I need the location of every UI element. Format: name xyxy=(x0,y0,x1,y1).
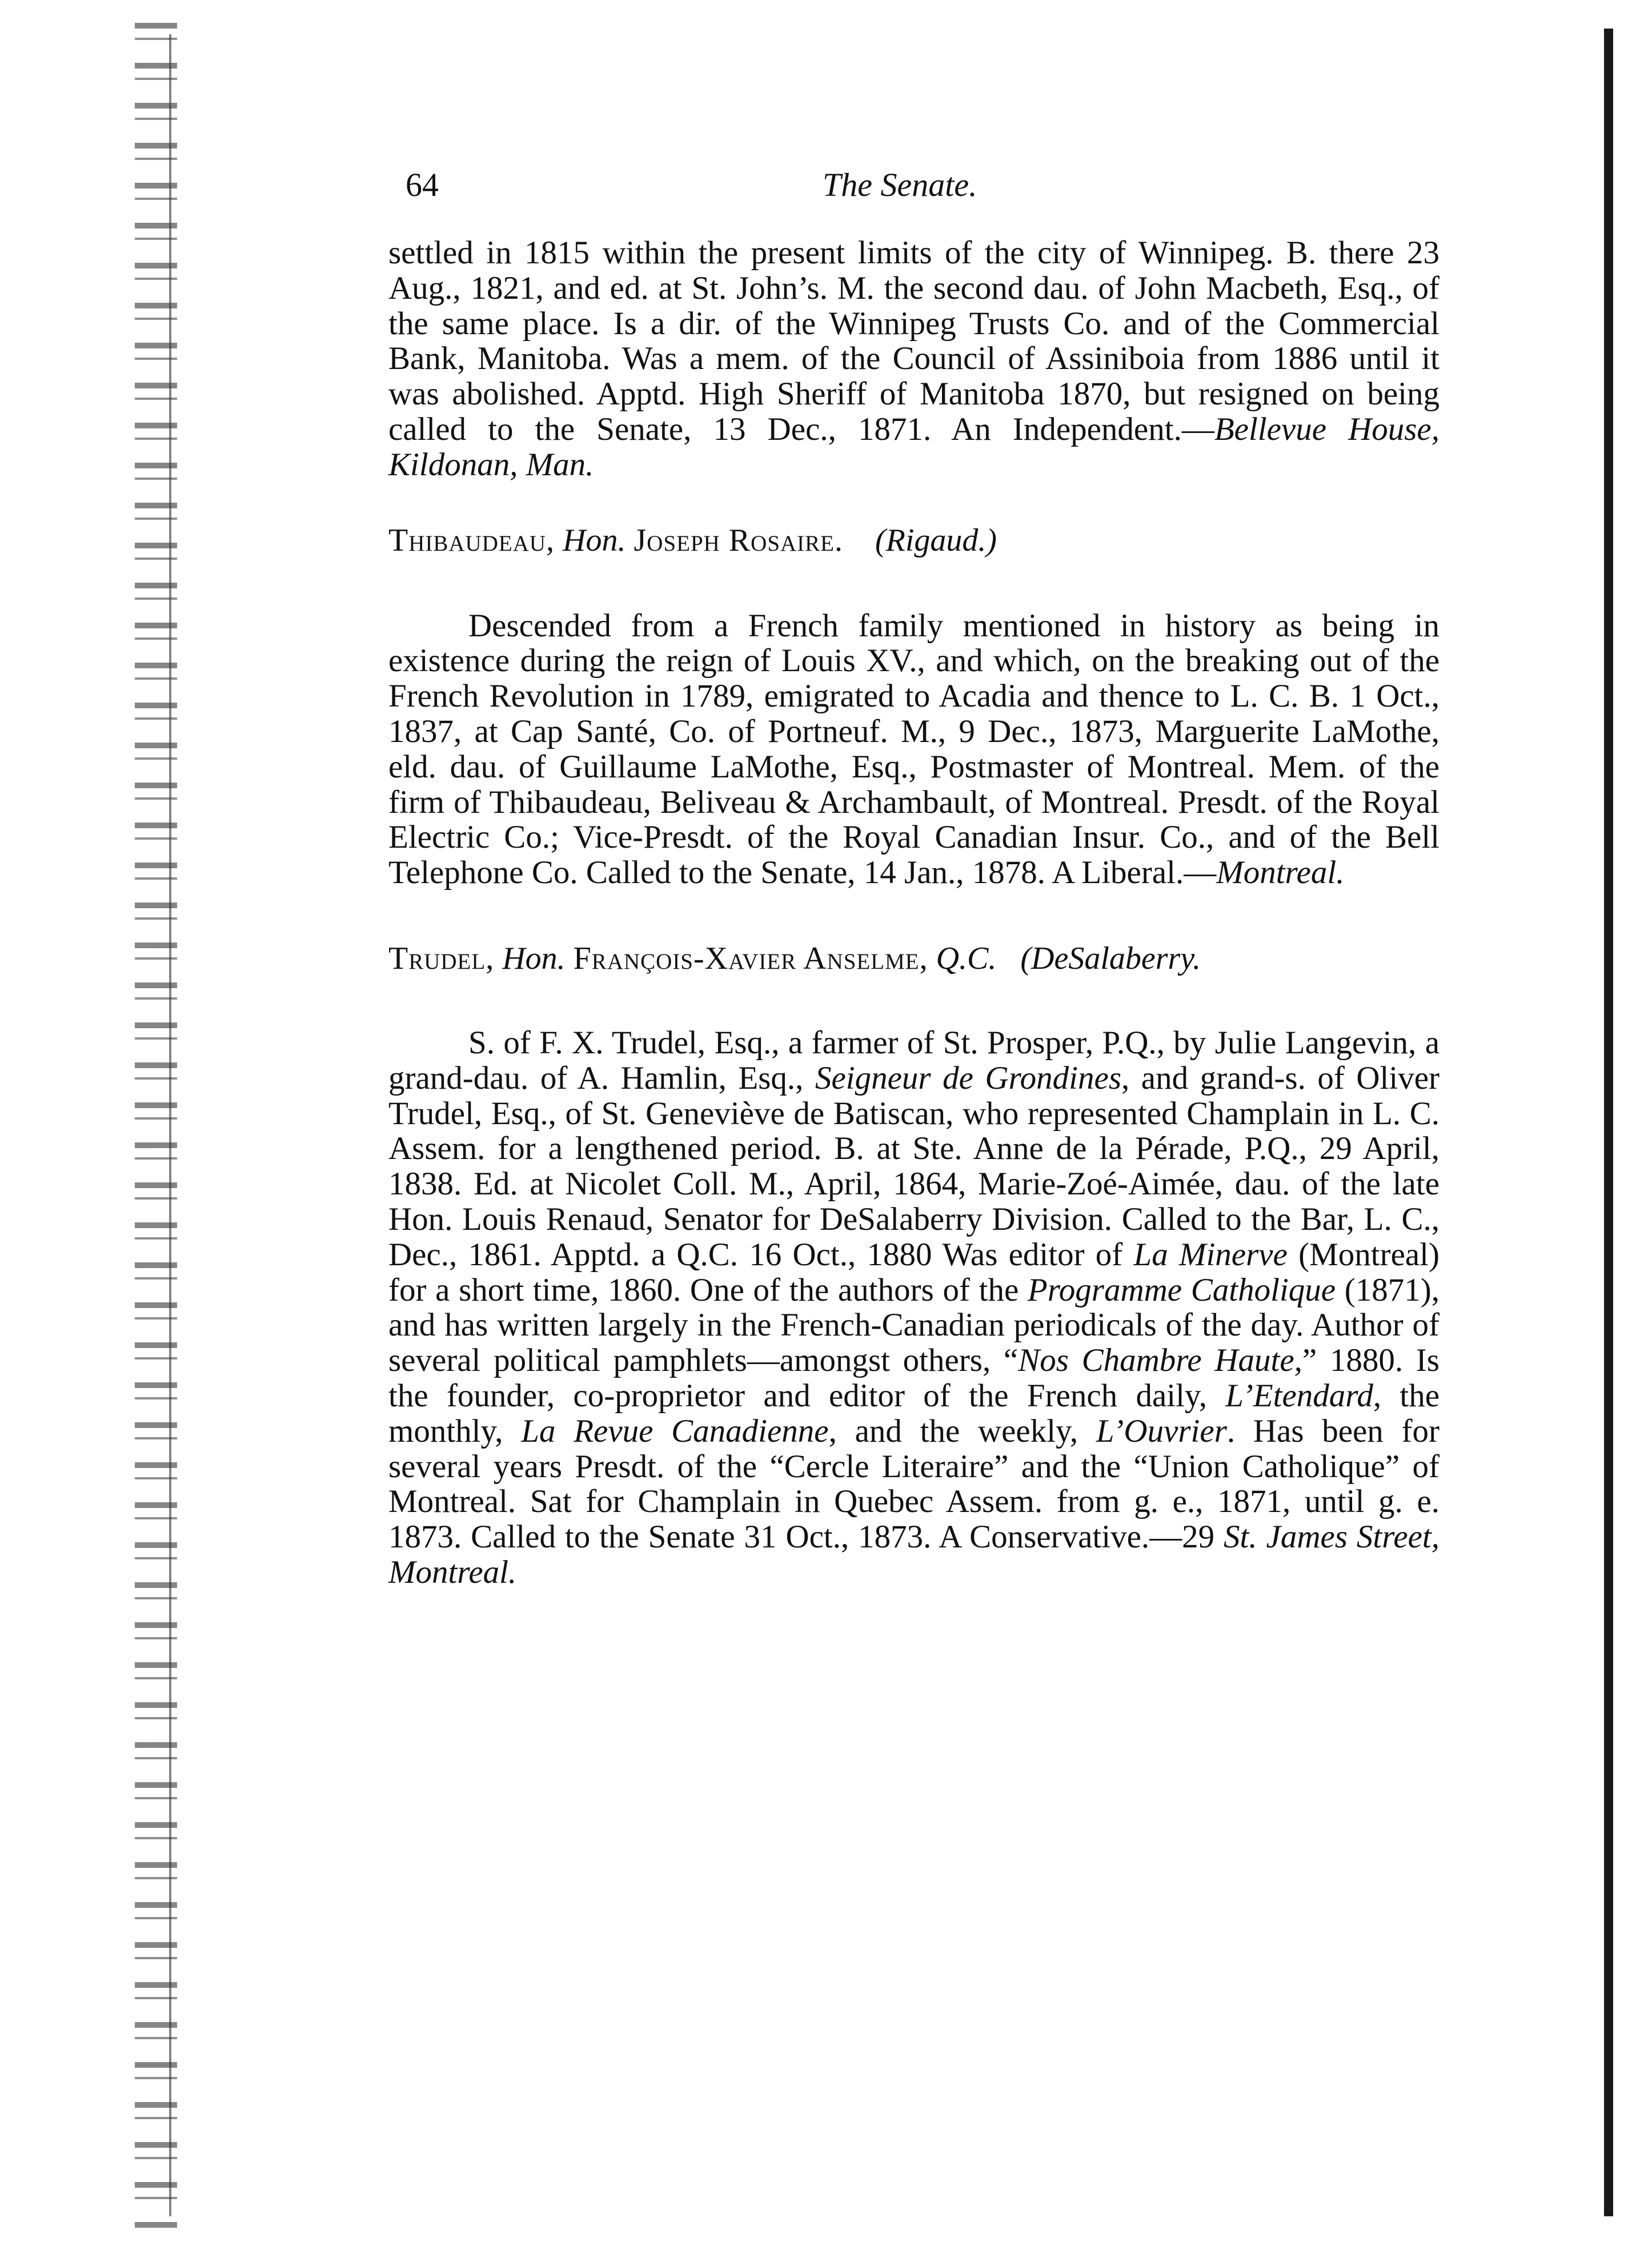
entry-body-run-italic: Programme Catholique xyxy=(1027,1272,1336,1308)
entry-qualification: Q.C. xyxy=(936,940,997,976)
continued-entry-address: Bellevue House, Kildonan, Man. xyxy=(388,411,1440,483)
entry-body-run: , the monthly, xyxy=(388,1377,1440,1449)
entry-heading-thibaudeau xyxy=(388,523,1440,558)
entry-given-names: Joseph Rosaire. xyxy=(633,522,844,558)
entry-given-names: François-Xavier Anselme, xyxy=(573,940,928,976)
entry-constituency: (DeSalaberry. xyxy=(1020,940,1201,976)
entry-heading-trudel xyxy=(388,941,1440,976)
entry-surname: Trudel, xyxy=(388,940,495,976)
continued-entry xyxy=(388,235,1440,483)
entry-body-run: S. of F. X. Trudel, Esq., a farmer of St. Prosper, P.Q., by Julie Langevin, a grand-dau. of A. Hamlin, Esq., xyxy=(388,1024,1440,1096)
entry-surname: Thibaudeau, xyxy=(388,522,555,558)
entry-body-trudel xyxy=(388,1025,1440,1590)
running-head xyxy=(388,160,1440,206)
entry-body-run: ” 1880. Is the founder, co-proprietor and editor of the French daily, xyxy=(388,1342,1440,1414)
entry-body-run-italic: L’Etendard xyxy=(1225,1377,1373,1414)
entry-body-run: . Has been for several years Presdt. of the “Cercle Literaire” and the “Union Catholique” of Montreal. Sat for Champlain in Quebec Assem. from g. e., 1871, until g. e. 1873. Called to the Senate 31 Oct., 1873. A Conservative.—29 xyxy=(388,1413,1440,1555)
scan-edge-right-border xyxy=(1604,29,1613,2216)
entry-body-run-italic: L’Ouvrier xyxy=(1096,1413,1227,1449)
entry-constituency: (Rigaud.) xyxy=(875,522,997,558)
book-page xyxy=(388,160,1440,1590)
scan-edge-left-line xyxy=(169,34,171,2216)
continued-entry-text: settled in 1815 within the present limits of the city of Winnipeg. B. there 23 Aug., 1821, and ed. at St. John’s. M. the second dau. of John Macbeth, Esq., of the same place. Is a dir. of the Winnipeg Trusts Co. and of the Commercial Bank, Manitoba. Was a mem. of the Council of Assiniboia from 1886 until it was abolished. Apptd. High Sheriff of Manitoba 1870, but resigned on being called to the Senate, 13 Dec., 1871. An Independent.— xyxy=(388,235,1440,447)
entry-body-run-italic: La Revue Canadienne xyxy=(521,1413,829,1449)
entry-body-run: , and grand-s. of Oliver Trudel, Esq., of St. Geneviève de Batiscan, who represented Champlain in L. C. Assem. for a lengthened period. B. at Ste. Anne de la Pérade, P.Q., 29 April, 1838. Ed. at Nicolet Coll. M., April, 1864, Marie-Zoé-Aimée, dau. of the late Hon. Louis Renaud, Senator for DeSalaberry Division. Called to the Bar, L. C., Dec., 1861. Apptd. a Q.C. 16 Oct., 1880 Was editor of xyxy=(388,1060,1440,1273)
page-number: 64 xyxy=(406,166,439,203)
entry-honorific: Hon. xyxy=(563,522,626,558)
entry-body-run-italic: La Minerve xyxy=(1133,1236,1288,1273)
entry-body-run-italic: Seigneur de Grondines xyxy=(815,1060,1122,1096)
entry-body-run: (1871), and has written largely in the French-Canadian periodicals of the day. Author of several political pamphlets—amongst others, “ xyxy=(388,1272,1440,1379)
entry-body-run-italic: St. James Street, Montreal. xyxy=(388,1519,1440,1590)
entry-address: Montreal. xyxy=(1216,855,1345,891)
entry-body-thibaudeau xyxy=(388,608,1440,891)
entry-body-run-italic: Nos Chambre Haute, xyxy=(1018,1342,1302,1379)
entry-body-run: , and the weekly, xyxy=(828,1413,1096,1449)
entry-honorific: Hon. xyxy=(502,940,566,976)
entry-body-run: (Montreal) for a short time, 1860. One of the authors of the xyxy=(388,1236,1440,1308)
entry-body-text: Descended from a French family mentioned in history as being in existence during the reign of Louis XV., and which, on the breaking out of the French Revolution in 1789, emigrated to Acadia and thence to L. C. B. 1 Oct., 1837, at Cap Santé, Co. of Portneuf. M., 9 Dec., 1873, Marguerite LaMothe, eld. dau. of Guillaume LaMothe, Esq., Postmaster of Montreal. Mem. of the firm of Thibaudeau, Beliveau & Archambault, of Montreal. Presdt. of the Royal Electric Co.; Vice-Presdt. of the Royal Canadian Insur. Co., and of the Bell Telephone Co. Called to the Senate, 14 Jan., 1878. A Liberal.— xyxy=(388,607,1440,891)
running-title: The Senate. xyxy=(823,166,977,203)
